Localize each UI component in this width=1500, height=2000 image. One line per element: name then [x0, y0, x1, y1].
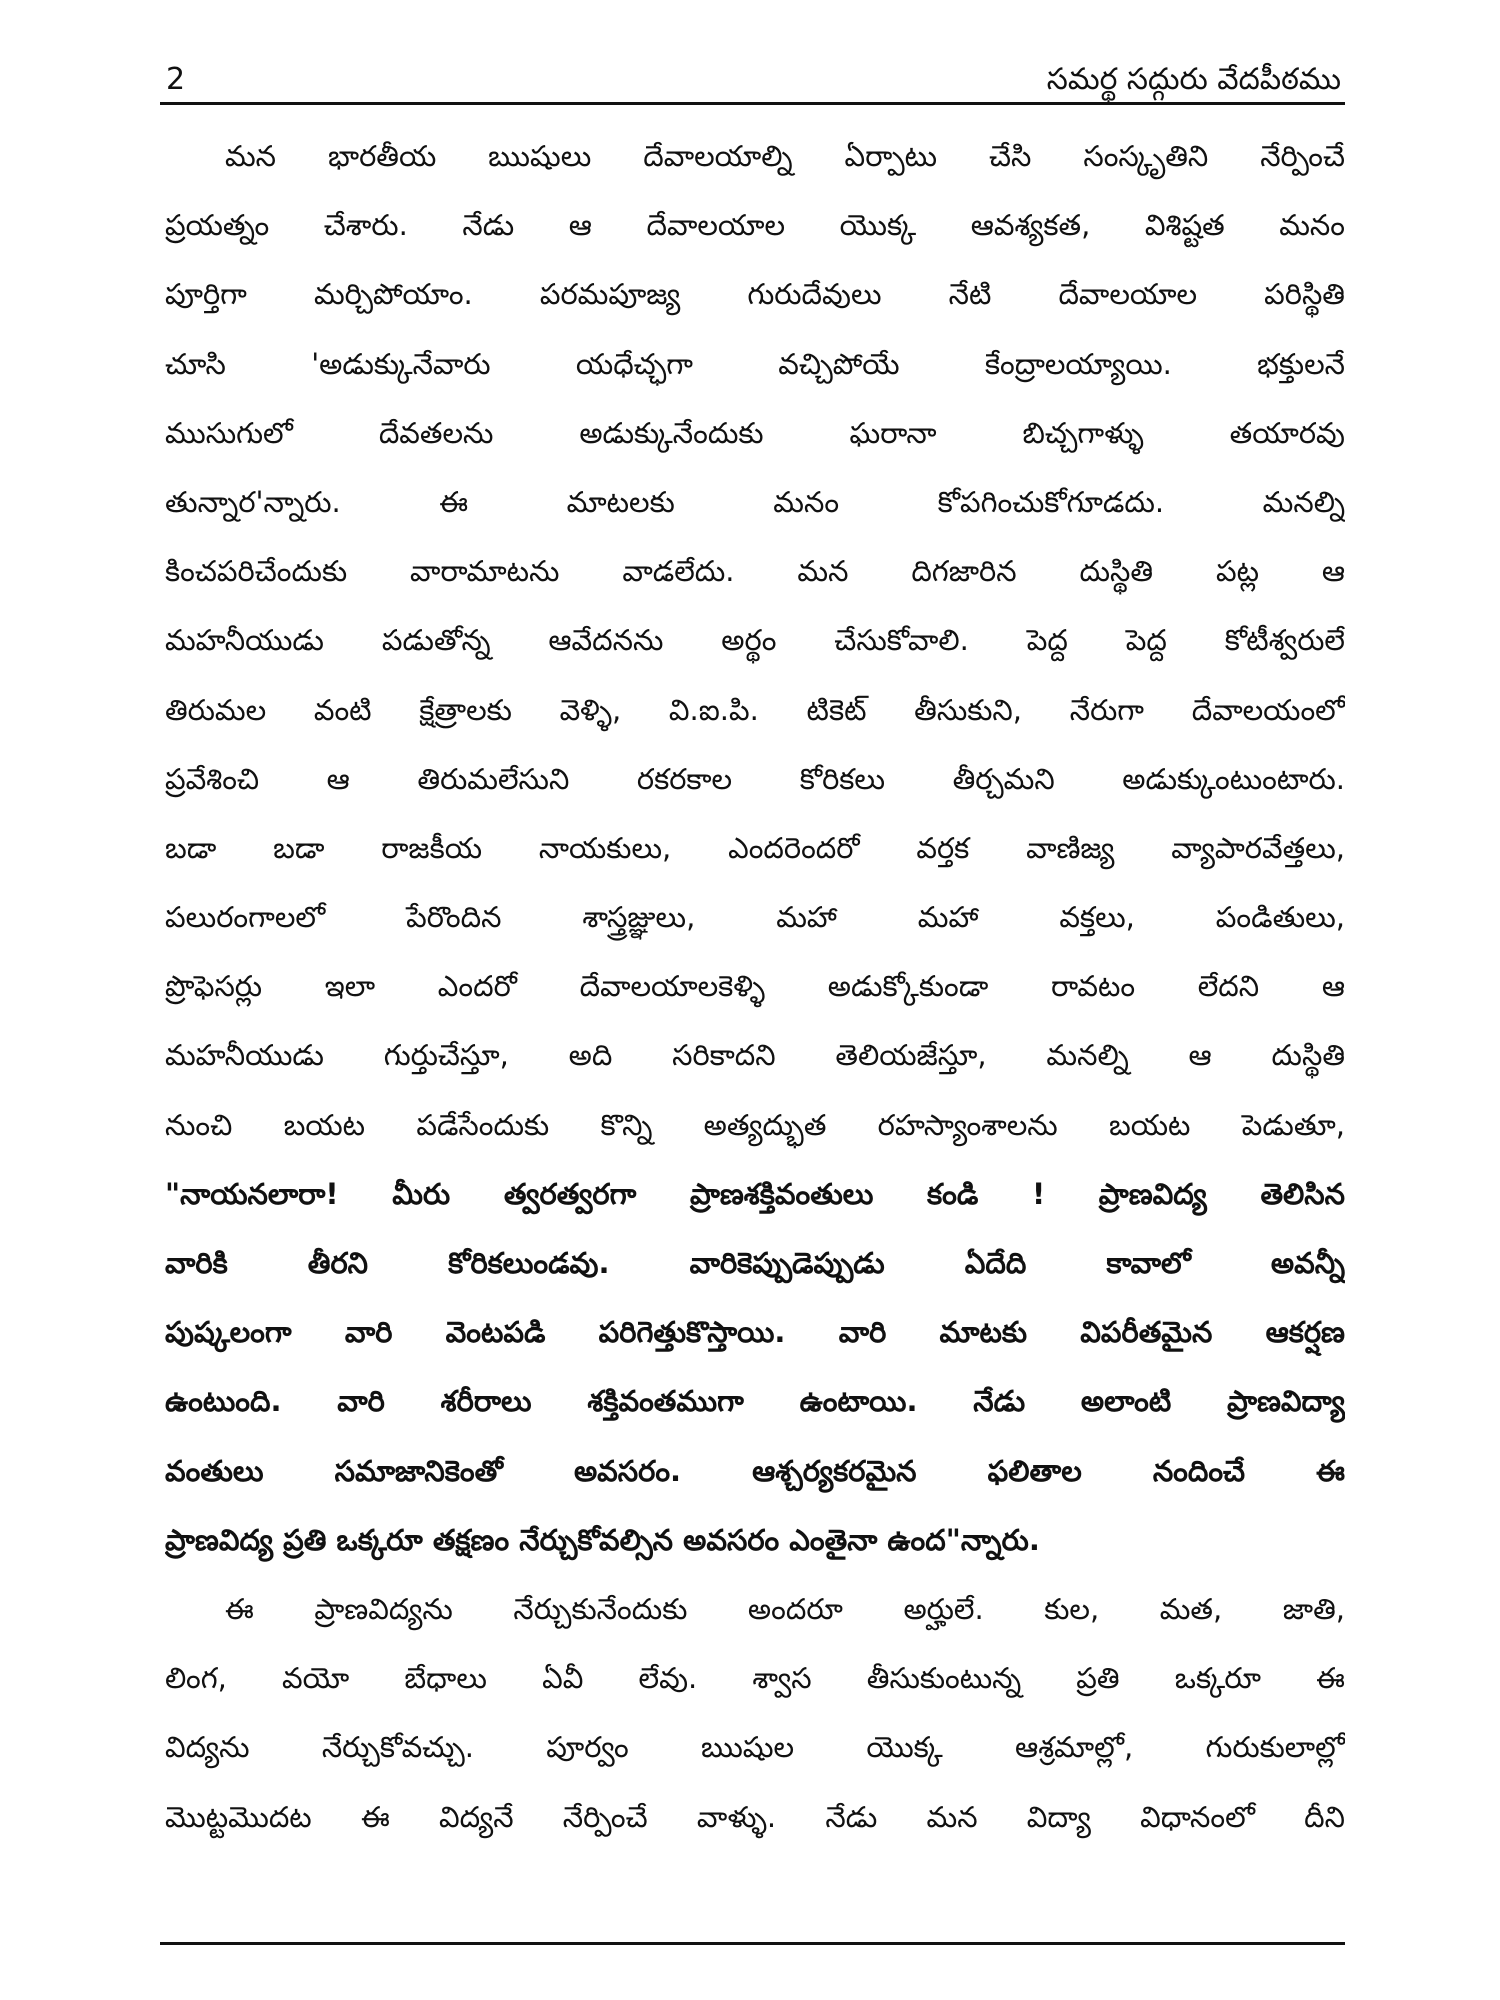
text-line: తిరుమల వంటి క్షేత్రాలకు వెళ్ళి, వి.ఐ.పి. టికెట్ తీసుకుని, నేరుగా దేవాలయంలో [165, 692, 1345, 727]
text-line: నుంచి బయట పడేసేందుకు కొన్ని అత్యద్భుత రహస్యాంశాలను బయట పెడుతూ, [165, 1107, 1345, 1142]
text-line: పూర్తిగా మర్చిపోయాం. పరమపూజ్య గురుదేవులు నేటి దేవాలయాల పరిస్థితి [165, 277, 1345, 312]
text-line: తున్నార'న్నారు. ఈ మాటలకు మనం కోపగించుకోగూడదు. మనల్ని [165, 484, 1345, 519]
quote-line: ప్రాణవిద్య ప్రతి ఒక్కరూ తక్షణం నేర్చుకోవల్సిన అవసరం ఎంతైనా ఉంద"న్నారు. [165, 1522, 1040, 1557]
text-line: చూసి 'అడుక్కునేవారు యధేచ్ఛగా వచ్చిపోయే కేంద్రాలయ్యాయి. భక్తులనే [165, 346, 1345, 381]
text-line: ముసుగులో దేవతలను అడుక్కునేందుకు ఘరానా బిచ్చగాళ్ళు తయారవు [165, 415, 1345, 450]
text-line: ప్రయత్నం చేశారు. నేడు ఆ దేవాలయాల యొక్క ఆవశ్యకత, విశిష్టత మనం [165, 208, 1345, 243]
text-line: మహనీయుడు గుర్తుచేస్తూ, అది సరికాదని తెలియజేస్తూ, మనల్ని ఆ దుస్థితి [165, 1038, 1345, 1073]
text-line: విద్యను నేర్చుకోవచ్చు. పూర్వం ఋషుల యొక్క ఆశ్రమాల్లో, గురుకులాల్లో [165, 1730, 1345, 1765]
running-title: సమర్థ సద్గురు వేదపీఠము [1046, 62, 1341, 97]
text-line: బడా బడా రాజకీయ నాయకులు, ఎందరెందరో వర్తక వాణిజ్య వ్యాపారవేత్తలు, [165, 830, 1345, 865]
quote-line: ఉంటుంది. వారి శరీరాలు శక్తివంతముగా ఉంటాయి. నేడు అలాంటి ప్రాణవిద్యా [165, 1384, 1345, 1419]
quote-line: వారికి తీరని కోరికలుండవు. వారికెప్పుడెప్పుడు ఏదేది కావాలో అవన్నీ [165, 1246, 1345, 1280]
quote-line: వంతులు సమాజానికెంతో అవసరం. ఆశ్చర్యకరమైన ఫలితాల నందించే ఈ [165, 1453, 1345, 1488]
page-header [160, 52, 1345, 102]
page-number: 2 [166, 62, 186, 97]
text-line: కించపరిచేందుకు వారామాటను వాడలేదు. మన దిగజారిన దుస్థితి పట్ల ఆ [165, 554, 1345, 589]
text-line: మన భారతీయ ఋషులు దేవాలయాల్ని ఏర్పాటు చేసి సంస్కృతిని నేర్పించే [225, 139, 1345, 173]
quote-line: "నాయనలారా! మీరు త్వరత్వరగా ప్రాణశక్తివంతులు కండి ! ప్రాణవిద్య తెలిసిన [165, 1176, 1345, 1211]
text-line: ప్రొఫెసర్లు ఇలా ఎందరో దేవాలయాలకెళ్ళి అడుక్కోకుండా రావటం లేదని ఆ [165, 969, 1345, 1004]
text-line: ప్రవేశించి ఆ తిరుమలేసుని రకరకాల కోరికలు తీర్చమని అడుక్కుంటుంటారు. [165, 761, 1345, 796]
footer-rule [160, 1942, 1345, 1945]
text-line: లింగ, వయో బేధాలు ఏవీ లేవు. శ్వాస తీసుకుంటున్న ప్రతి ఒక్కరూ ఈ [165, 1661, 1345, 1696]
text-line: పలురంగాలలో పేరొందిన శాస్త్రజ్ఞులు, మహా మహా వక్తలు, పండితులు, [165, 900, 1345, 935]
text-line: మొట్టమొదట ఈ విద్యనే నేర్పించే వాళ్ళు. నేడు మన విద్యా విధానంలో దీని [165, 1799, 1345, 1834]
header-rule [160, 102, 1345, 105]
quote-line: పుష్కలంగా వారి వెంటపడి పరిగెత్తుకొస్తాయి. వారి మాటకు విపరీతమైన ఆకర్షణ [165, 1315, 1345, 1350]
text-line: ఈ ప్రాణవిద్యను నేర్చుకునేందుకు అందరూ అర్హులే. కుల, మత, జాతి, [225, 1591, 1345, 1626]
text-line: మహనీయుడు పడుతోన్న ఆవేదనను అర్థం చేసుకోవాలి. పెద్ద పెద్ద కోటీశ్వరులే [165, 623, 1345, 658]
body-text [165, 122, 1345, 1852]
